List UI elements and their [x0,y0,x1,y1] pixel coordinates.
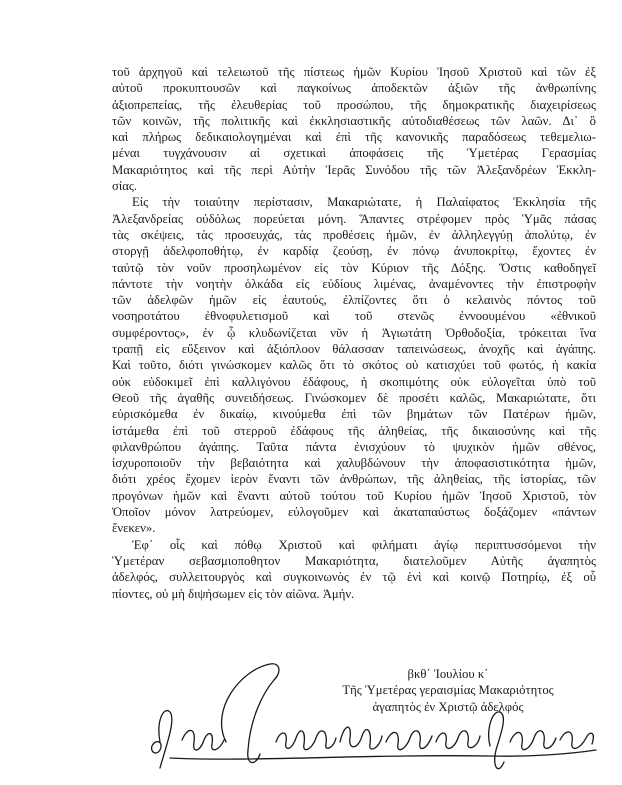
text-line: ἰσχυροποιοῦν τὴν βεβαιότητα καὶ χαλυβδώνουν τὴν ἀποφασιστικότητα ἡμῶν, [112,456,596,471]
text-line: Καὶ τοῦτο, διότι γινώσκομεν καλῶς ὅτι τὸ σκότος οὐ κατισχύει τοῦ φωτός, ἡ κακία [112,358,596,373]
text-line: αὐτοῦ προκυπτουσῶν καὶ παγκοίνως ἀποδεκτῶν ἀξιῶν τῆς ἀνθρωπίνης [112,81,596,96]
text-line: Μακαριότητος καὶ τῆς περὶ Αὐτὴν Ἱερᾶς Συνόδου τῆς τῶν Ἀλεξανδρέων Ἐκκλη- [112,162,596,177]
text-line: καὶ πλήρως δεδικαιολογημέναι καὶ ἐπὶ τῆς κανονικῆς παραδόσεως τεθεμελιω- [112,130,596,145]
text-line: πάντοτε τὴν νοητὴν ὁλκάδα εἰς εὐδίους λιμένας, ἀναμένοντες τὴν ἐπιστροφὴν [112,276,596,291]
text-line: πίοντες, οὐ μὴ διψήσωμεν εἰς τὸν αἰῶνα. Ἀμήν. [112,586,355,601]
text-line: ἀξιοπρεπείας, τῆς ἐλευθερίας τοῦ προσώπου, τῆς δημοκρατικῆς διαχειρίσεως [112,97,596,112]
text-line: τῶν ἀδελφῶν ἡμῶν εἰς ἑαυτούς, ἐλπίζοντες ὅτι ὁ κελαινὸς πόντος τοῦ [112,293,596,308]
text-line: τὰς σκέψεις, τὰς προσευχάς, τὰς προθέσεις ἡμῶν, ἐν ἀλληλεγγύῃ ἀπολύτῳ, ἐν [112,227,596,242]
text-line: διότι χρέος ἔχομεν ἱερὸν ἔναντι τῶν ἀνθρώπων, τῆς ἀληθείας, τῆς ἱστορίας, τῶν [112,472,596,487]
text-line: ἱστάμεθα ἐπὶ τοῦ στερροῦ ἐδάφους τῆς ἀληθείας, τῆς δικαιοσύνης καὶ τῆς [112,423,596,438]
text-line: ἀδελφός, συλλειτουργὸς καὶ συγκοινωνὸς ἐν τῷ ἑνὶ καὶ κοινῷ Ποτηρίῳ, ἐξ οὗ [112,570,596,585]
paragraph-continuation [112,64,596,194]
handwritten-signature [130,650,610,780]
text-line: ταὐτῷ τὸν νοῦν προσηλωμένον εἰς τὸν Κύριον τῆς Δόξης. Ὅστις καθοδηγεῖ [112,260,596,275]
text-line: Θεοῦ τῆς ἀγαθῆς συνειδήσεως. Γινώσκομεν δὲ προσέτι καλῶς, Μακαριώτατε, ὅτι [112,390,596,405]
text-line: τῶν κοινῶν, τῆς πολιτικῆς καὶ ἐκκλησιαστικῆς αὐτοδιαθέσεως τῶν λαῶν. Δι᾽ ὃ [112,113,596,128]
text-line: ἕνεκεν». [112,521,156,536]
text-line: προγόνων ἡμῶν καὶ ἔναντι αὐτοῦ τούτου τοῦ Κυρίου ἡμῶν Ἰησοῦ Χριστοῦ, τὸν [112,488,596,503]
text-line: Εἰς τὴν τοιαύτην περίστασιν, Μακαριώτατε, ἡ Παλαίφατος Ἐκκλησία τῆς [132,195,596,210]
text-line: μέναι τυγχάνουσιν αἱ σχετικαὶ ἀποφάσεις τῆς Ὑμετέρας Γερασμίας [112,146,596,161]
text-line: Ὑμετέραν σεβασμιοποθητον Μακαριότητα, διατελοῦμεν Αὐτῆς ἀγαπητὸς [112,553,596,568]
text-line: Ἀλεξανδρείας οὐδόλως πορεύεται μόνη. Ἅπαντες στρέφομεν πρὸς Ὑμᾶς πάσας [112,211,596,226]
text-line: Ὁποῖον μόνον λατρεύομεν, εὐλογοῦμεν καὶ ἀκαταπαύστως δοξάζομεν «πάντων [112,505,596,520]
closing-salutation-line-2: ἀγαπητὸς ἐν Χριστῷ ἀδελφός [372,699,524,714]
text-line: οὐκ εὐδοκιμεῖ ἐπὶ καλλιγόνου ἐδάφους, ἡ σκοπιμότης οὐκ εὐλογεῖται ὑπὸ τοῦ [112,374,596,389]
text-line: στοργῇ ἀδελφοποθήτῳ, ἐν καρδίᾳ ζεούσῃ, ἐν πόνῳ ἀνυποκρίτῳ, ἔχοντες ἐν [112,244,596,259]
text-line: φιλανθρώπου ἀγάπης. Ταῦτα πάντα ἐνισχύουν τὸ ψυχικὸν ἡμῶν σθένος, [112,439,596,454]
paragraph-closing-blessing [112,537,596,602]
text-line: εὑρισκόμεθα ἐν δικαίῳ, κινούμεθα ἐπὶ τῶν βημάτων τῶν Πατέρων ἡμῶν, [112,407,596,422]
text-line: τοῦ ἀρχηγοῦ καὶ τελειωτοῦ τῆς πίστεως ἡμῶν Κυρίου Ἰησοῦ Χριστοῦ καὶ τῶν ἐξ [112,65,596,79]
letter-body [112,64,596,602]
text-line: σίας. [112,179,138,194]
closing-date: βκθ΄ Ἰουλίου κ΄ [407,667,489,681]
text-line: νοσηροτάτου ἐθνοφυλετισμοῦ καὶ τοῦ στενῶς ἐννοουμένου «ἐθνικοῦ [112,309,596,324]
closing-salutation-line-1: Τῆς Ὑμετέρας γεραισμίας Μακαριότητος [342,683,554,698]
text-line: Ἐφ᾽ οἷς καὶ πόθῳ Χριστοῦ καὶ φιλήματι ἁγίῳ περιπτυσσόμενοι τὴν [132,537,596,552]
paragraph-circumstance [112,194,596,536]
text-line: συμφέροντος», ἐν ᾧ κλυδωνίζεται νῦν ἡ Ἁγιωτάτη Ὀρθοδοξία, τρόκειται ἵνα [112,325,596,340]
text-line: τραπῇ εἰς εὔξεινον καὶ ἀξιόπλοον θάλασσαν ταπεινώσεως, ἀνοχῆς καὶ ἀγάπης. [112,342,596,357]
